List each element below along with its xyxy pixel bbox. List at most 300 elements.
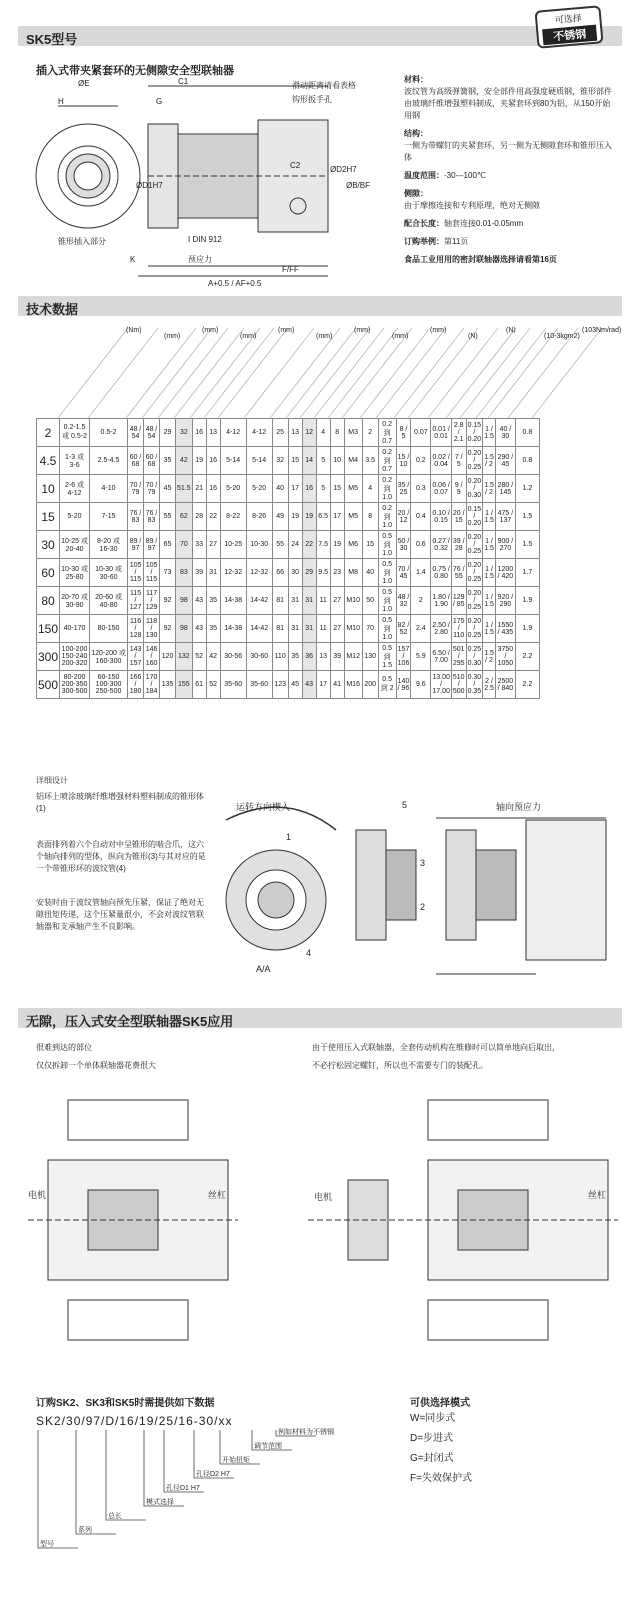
table-cell-t2: 8-20 或 16-30: [90, 531, 128, 559]
table-cell-ct: 39 / 28: [451, 531, 466, 559]
order-leader-label: 开始扭矩: [222, 1457, 250, 1464]
note-cone: 锥形插入部分: [58, 237, 106, 246]
table-cell-y1: 0.20 / 0.25: [466, 531, 483, 559]
table-cell-x2: 20 / 12: [396, 503, 411, 531]
table-cell-f: 19: [288, 503, 302, 531]
table-cell-c2: 16: [206, 447, 220, 475]
table-cell-g: 5: [316, 475, 330, 503]
table-cell-b: 35: [160, 447, 176, 475]
label-preload: 预应力: [188, 255, 212, 264]
label-od2: ØD2H7: [330, 165, 357, 174]
table-cell-d2: 14-42: [246, 615, 272, 643]
label-oe: ØE: [78, 79, 90, 88]
table-cell-y1: 0.20 / 0.25: [466, 615, 483, 643]
table-cell-af: 170 / 184: [144, 671, 160, 699]
motor-label-left: 电机: [28, 1190, 47, 1200]
table-cell-y4: 2.2: [515, 643, 539, 671]
table-cell-bf: 32: [176, 419, 193, 447]
table-cell-k: 70: [362, 615, 378, 643]
table-cell-t1: 80-200 200-350 300-500: [60, 671, 90, 699]
table-cell-b: 73: [160, 559, 176, 587]
note-backlash-body: 由于摩擦连接和专利原理，绝对无侧隙: [404, 201, 540, 210]
note-structure-head: 结构：: [404, 129, 428, 138]
application-bar: [18, 1008, 622, 1028]
table-cell-ff: 19: [302, 503, 316, 531]
table-cell-c1: 19: [192, 447, 206, 475]
table-cell-t1: 100-200 150-240 200-320: [60, 643, 90, 671]
header-diagonal-line: [408, 328, 478, 418]
table-cell-ff: 14: [302, 447, 316, 475]
screw-label-right: 丝杠: [588, 1190, 607, 1200]
table-cell-f: 13: [288, 419, 302, 447]
header-diagonal-line: [204, 328, 274, 418]
table-cell-t1: 10-25 或 20-40: [60, 531, 90, 559]
header-diagonal-line: [446, 328, 516, 418]
table-cell-c1: 33: [192, 531, 206, 559]
label-od1: ØD1H7: [136, 181, 163, 190]
table-cell-ct: 9 / 9: [451, 475, 466, 503]
table-cell-k: 4: [362, 475, 378, 503]
aa-label: A/A: [256, 964, 271, 974]
table-cell-d2: 5-20: [246, 475, 272, 503]
table-cell-t1: 1-3 或 3-6: [60, 447, 90, 475]
unit-label: (N): [506, 327, 516, 334]
unit-label: (10-3kgm2): [544, 333, 580, 340]
header-diagonal-line: [328, 328, 398, 418]
table-cell-ff: 31: [302, 615, 316, 643]
detail-drawing: [206, 790, 616, 990]
table-cell-x1: 0.5 到 1.0: [378, 559, 396, 587]
table-cell-af: 76 / 83: [144, 503, 160, 531]
table-cell-af: 118 / 130: [144, 615, 160, 643]
label-h: H: [58, 97, 64, 106]
table-cell-h: 8: [330, 419, 344, 447]
unit-label: (mm): [202, 327, 219, 334]
table-cell-x1: 0.2 到 1.0: [378, 503, 396, 531]
table-cell-f: 24: [288, 531, 302, 559]
table-cell-a: 60 / 68: [128, 447, 144, 475]
note-material-head: 材料：: [404, 75, 428, 84]
header-diagonal-line: [376, 328, 446, 418]
table-cell-b: 135: [160, 671, 176, 699]
header-diagonal-line: [88, 328, 158, 418]
table-cell-k: 8: [362, 503, 378, 531]
table-cell-x1: 0.5 到 2: [378, 671, 396, 699]
note-order: [404, 236, 614, 248]
table-cell-af: 60 / 68: [144, 447, 160, 475]
header-diagonal-line: [300, 328, 370, 418]
note-wrench: 钩形扳手孔: [292, 95, 332, 104]
table-cell-k: 40: [362, 559, 378, 587]
table-cell-t1: 20-70 或 30-90: [60, 587, 90, 615]
table-cell-y4: 1.5: [515, 531, 539, 559]
table-cell-y3: 3750 / 1050: [495, 643, 515, 671]
table-cell-y1: 0.20 / 0.30: [466, 475, 483, 503]
badge-bottom: 不锈钢: [542, 25, 597, 46]
table-cell-y4: 0.8: [515, 447, 539, 475]
table-cell-x1: 0.5 到 1.5: [378, 643, 396, 671]
header-diagonal-line: [142, 328, 212, 418]
table-cell-y3: 1200 / 420: [495, 559, 515, 587]
table-cell-b: 92: [160, 615, 176, 643]
table-cell-y3: 900 / 270: [495, 531, 515, 559]
table-cell-x2: 48 / 32: [396, 587, 411, 615]
table-cell-x3: 0.4: [411, 503, 431, 531]
screw-label-left: 丝杠: [208, 1190, 227, 1200]
table-cell-y3: 40 / 30: [495, 419, 515, 447]
order-leader-label: 系列: [78, 1527, 92, 1534]
callout-4: 4: [306, 948, 312, 958]
table-cell-bf: 42: [176, 447, 193, 475]
table-cell-x3: 2: [411, 587, 431, 615]
detail-p3: 安装时由于波纹管轴向预先压紧，保证了绝对无隙扭矩传递，这个压紧量很小，不会对波纹管联轴器和支承轴产生不良影响。: [36, 898, 204, 931]
table-cell-s: 4.5: [37, 447, 60, 475]
table-cell-y2: 1 / 1.5: [483, 587, 496, 615]
table-cell-y1: 0.20 / 0.25: [466, 559, 483, 587]
table-cell-c2: 35: [206, 587, 220, 615]
table-cell-x2: 82 / 52: [396, 615, 411, 643]
table-cell-y2: 1 / 1.5: [483, 531, 496, 559]
table-cell-d2: 4-12: [246, 419, 272, 447]
table-cell-k: 130: [362, 643, 378, 671]
table-cell-e: 25: [272, 419, 288, 447]
application-drawing: [28, 1100, 618, 1350]
table-cell-s: 2: [37, 419, 60, 447]
table-cell-ff: 36: [302, 643, 316, 671]
table-cell-af: 89 / 97: [144, 531, 160, 559]
table-cell-i: M4: [344, 447, 362, 475]
table-cell-k: 3.5: [362, 447, 378, 475]
table-cell-d1: 10-25: [220, 531, 246, 559]
table-cell-d2: 14-42: [246, 587, 272, 615]
table-row: [37, 503, 540, 531]
order-title: 订购SK2、SK3和SK5时需提供如下数据: [36, 1398, 215, 1409]
table-cell-i: M5: [344, 475, 362, 503]
table-cell-d1: 14-38: [220, 587, 246, 615]
table-cell-e: 110: [272, 643, 288, 671]
table-cell-c1: 43: [192, 615, 206, 643]
table-cell-c1: 28: [192, 503, 206, 531]
tech-data-bar: [18, 296, 622, 316]
table-cell-c1: 52: [192, 643, 206, 671]
table-cell-y2: 1.5 / 2: [483, 475, 496, 503]
table-cell-bf: 132: [176, 643, 193, 671]
table-cell-y4: 1.9: [515, 587, 539, 615]
table-cell-y3: 2500 / 840: [495, 671, 515, 699]
header-diagonal-line: [58, 328, 128, 418]
badge-top: 可选择: [554, 12, 583, 26]
table-cell-t2: 0.5-2: [90, 419, 128, 447]
table-cell-x2: 15 / 10: [396, 447, 411, 475]
header-diagonal-line: [476, 328, 546, 418]
order-leader-line: [164, 1430, 204, 1492]
table-cell-d2: 35-60: [246, 671, 272, 699]
table-cell-s: 80: [37, 587, 60, 615]
table-cell-j: 0.27 / 0.32: [431, 531, 452, 559]
motor-label-right: 电机: [314, 1192, 333, 1202]
table-cell-ct: 501 / 295: [451, 643, 466, 671]
table-cell-a: 70 / 79: [128, 475, 144, 503]
order-leader-label: 例如材料为不锈钢: [278, 1429, 334, 1436]
table-cell-y2: 1 / 1.5: [483, 559, 496, 587]
note-food: [404, 254, 614, 266]
header-diagonal-line: [532, 328, 602, 418]
mode-title: 可供选择模式: [410, 1398, 470, 1409]
header-diagonal-line: [342, 328, 412, 418]
table-cell-h: 39: [330, 643, 344, 671]
note-backlash-head: 侧隙：: [404, 189, 428, 198]
order-leader-label: 总长: [108, 1513, 122, 1520]
table-cell-s: 15: [37, 503, 60, 531]
table-cell-h: 10: [330, 447, 344, 475]
table-cell-x2: 8 / 5: [396, 419, 411, 447]
table-cell-g: 9.5: [316, 559, 330, 587]
app-right-1: 由于使用压入式联轴器，全套传动机构在维修时可以简单地向后取出，: [312, 1043, 560, 1052]
table-cell-bf: 51.5: [176, 475, 193, 503]
table-cell-h: 41: [330, 671, 344, 699]
detail-p2: 表面排列着六个自动对中呈锥形的啮合爪，这六个轴向排列的型体，纵向为锥形(3)与其对应的是一个带锥形环的波纹管(4): [36, 840, 206, 873]
header-diagonal-line: [508, 328, 578, 418]
table-cell-t2: 60-150 100-300 250-500: [90, 671, 128, 699]
table-cell-a: 48 / 54: [128, 419, 144, 447]
app-left-2: 仅仅拆卸一个单体联轴器花费很大: [36, 1061, 156, 1070]
note-temp-head: 温度范围：: [404, 171, 444, 180]
table-cell-s: 300: [37, 643, 60, 671]
table-cell-af: 105 / 115: [144, 559, 160, 587]
table-cell-h: 17: [330, 503, 344, 531]
order-leader-label: 孔径D1 H7: [166, 1485, 200, 1492]
callout-1: 1: [286, 832, 292, 842]
table-cell-c2: 52: [206, 671, 220, 699]
table-cell-c2: 22: [206, 503, 220, 531]
mode-f: F=失效保护式: [410, 1473, 472, 1484]
table-cell-f: 31: [288, 615, 302, 643]
table-cell-s: 500: [37, 671, 60, 699]
table-cell-d2: 8-26: [246, 503, 272, 531]
order-leader-line: [106, 1430, 146, 1520]
table-cell-d2: 12-32: [246, 559, 272, 587]
unit-label: (103Nm/rad): [582, 327, 622, 334]
header-diagonal-line: [270, 328, 340, 418]
table-cell-g: 11: [316, 615, 330, 643]
table-cell-i: M5: [344, 503, 362, 531]
table-cell-j: 13.00 / 17.00: [431, 671, 452, 699]
table-cell-ff: 29: [302, 559, 316, 587]
table-cell-i: M3: [344, 419, 362, 447]
rotation-label: 运转方向楔入: [236, 802, 291, 812]
order-leader-label: 型号: [40, 1541, 54, 1548]
table-cell-y4: 1.5: [515, 503, 539, 531]
table-cell-g: 6.5: [316, 503, 330, 531]
table-cell-af: 70 / 79: [144, 475, 160, 503]
table-cell-c2: 13: [206, 419, 220, 447]
table-diagonal-header: [36, 318, 622, 418]
table-cell-t1: 2-6 或 4-12: [60, 475, 90, 503]
table-cell-c1: 39: [192, 559, 206, 587]
table-cell-y4: 2.2: [515, 671, 539, 699]
note-order-head: 订购举例：: [404, 237, 444, 246]
table-cell-x2: 50 / 30: [396, 531, 411, 559]
table-cell-h: 27: [330, 587, 344, 615]
table-cell-i: M10: [344, 587, 362, 615]
table-cell-x3: 0.3: [411, 475, 431, 503]
detail-p1: 铝环上喷涂玻璃纤维增强材料塑料制成的锥形体(1): [36, 792, 204, 813]
note-structure-body: 一侧为带螺钉的夹紧套环，另一侧为无侧隙套环和锥形压入体: [404, 141, 612, 162]
table-cell-j: 6.50 / 7.00: [431, 643, 452, 671]
application-title: 无隙，压入式安全型联轴器SK5应用: [26, 1014, 234, 1029]
table-cell-e: 81: [272, 615, 288, 643]
table-cell-t2: 80-150: [90, 615, 128, 643]
table-cell-d2: 5-14: [246, 447, 272, 475]
table-cell-d1: 8-22: [220, 503, 246, 531]
note-order-body: 第11页: [444, 237, 469, 246]
order-code-leaders: [36, 1430, 356, 1570]
table-cell-a: 116 / 128: [128, 615, 144, 643]
order-leader-label: 调节范围: [254, 1443, 282, 1450]
table-cell-ct: 175 / 110: [451, 615, 466, 643]
table-cell-af: 146 / 160: [144, 643, 160, 671]
header-diagonal-line: [244, 328, 314, 418]
note-fit: [404, 218, 614, 230]
table-cell-af: 117 / 129: [144, 587, 160, 615]
table-cell-x3: 9.6: [411, 671, 431, 699]
table-cell-y1: 0.15 / 0.20: [466, 419, 483, 447]
header-diagonal-line: [286, 328, 356, 418]
table-cell-a: 89 / 97: [128, 531, 144, 559]
header-diagonal-line: [126, 328, 196, 418]
table-cell-x1: 0.5 到 1.0: [378, 615, 396, 643]
table-cell-y3: 290 / 45: [495, 447, 515, 475]
table-cell-e: 55: [272, 531, 288, 559]
note-fit-head: 配合长度：: [404, 219, 444, 228]
table-cell-a: 76 / 83: [128, 503, 144, 531]
table-cell-x3: 1.4: [411, 559, 431, 587]
table-cell-b: 120: [160, 643, 176, 671]
axial-label: 轴向预应力: [496, 802, 542, 812]
table-cell-y2: 1 / 1.5: [483, 615, 496, 643]
header-diagonal-line: [460, 328, 530, 418]
table-cell-x1: 0.2 到 1.0: [378, 475, 396, 503]
table-cell-j: 0.10 / 0.15: [431, 503, 452, 531]
table-cell-ct: 7 / 5: [451, 447, 466, 475]
table-cell-k: 15: [362, 531, 378, 559]
detail-text: [36, 775, 206, 933]
table-cell-b: 55: [160, 503, 176, 531]
app-right-2: 不必拧松固定螺钉，所以也不需要专门的装配孔。: [312, 1061, 488, 1070]
table-cell-d2: 10-30: [246, 531, 272, 559]
table-cell-c2: 27: [206, 531, 220, 559]
table-cell-bf: 70: [176, 531, 193, 559]
order-leader-line: [38, 1430, 78, 1548]
model-title: SK5型号: [26, 32, 78, 47]
table-cell-d1: 30-56: [220, 643, 246, 671]
label-ob: ØB/BF: [346, 181, 371, 190]
note-structure: [404, 128, 614, 164]
note-temp: [404, 170, 614, 182]
table-cell-h: 19: [330, 531, 344, 559]
tech-data-table: [36, 418, 540, 699]
table-cell-s: 150: [37, 615, 60, 643]
spec-notes: [404, 74, 614, 266]
table-cell-d1: 5-14: [220, 447, 246, 475]
table-cell-ff: 43: [302, 671, 316, 699]
table-cell-a: 166 / 180: [128, 671, 144, 699]
table-cell-y2: 1 / 1.5: [483, 503, 496, 531]
table-cell-e: 123: [272, 671, 288, 699]
table-cell-j: 1.80 / 1.90: [431, 587, 452, 615]
table-cell-bf: 98: [176, 587, 193, 615]
header-bar: [18, 26, 622, 46]
table-cell-x3: 0.6: [411, 531, 431, 559]
table-cell-c1: 21: [192, 475, 206, 503]
unit-label: (mm): [354, 327, 371, 334]
table-cell-bf: 155: [176, 671, 193, 699]
table-cell-b: 29: [160, 419, 176, 447]
order-leader-label: 模式选择: [146, 1499, 174, 1506]
table-cell-t2: 120-200 或 160-300: [90, 643, 128, 671]
table-cell-bf: 62: [176, 503, 193, 531]
table-cell-g: 7.5: [316, 531, 330, 559]
table-cell-d1: 12-32: [220, 559, 246, 587]
table-cell-y4: 0.8: [515, 419, 539, 447]
table-cell-e: 81: [272, 587, 288, 615]
table-cell-i: M10: [344, 615, 362, 643]
table-cell-e: 32: [272, 447, 288, 475]
table-cell-d1: 14-38: [220, 615, 246, 643]
table-cell-y1: 0.15 / 0.20: [466, 503, 483, 531]
table-cell-ct: 129 / 85: [451, 587, 466, 615]
table-cell-x2: 140 / 96: [396, 671, 411, 699]
table-cell-i: M8: [344, 559, 362, 587]
label-c1: C1: [178, 77, 189, 86]
table-cell-f: 17: [288, 475, 302, 503]
table-cell-b: 65: [160, 531, 176, 559]
table-cell-t2: 2.5-4.5: [90, 447, 128, 475]
header-diagonal-line: [428, 328, 498, 418]
mode-d: D=步进式: [410, 1433, 454, 1444]
table-cell-y1: 0.20 / 0.25: [466, 587, 483, 615]
header-diagonal-line: [174, 328, 244, 418]
table-cell-a: 105 / 115: [128, 559, 144, 587]
table-cell-x3: 5.9: [411, 643, 431, 671]
table-cell-y3: 475 / 137: [495, 503, 515, 531]
table-cell-f: 35: [288, 643, 302, 671]
table-cell-x3: 0.07: [411, 419, 431, 447]
table-cell-j: 2.50 / 2.80: [431, 615, 452, 643]
callout-5: 5: [402, 800, 408, 810]
callout-3: 3: [420, 858, 426, 868]
table-cell-f: 15: [288, 447, 302, 475]
table-cell-y2: 1.5 / 2: [483, 447, 496, 475]
table-cell-t2: 4-10: [90, 475, 128, 503]
table-row: [37, 615, 540, 643]
table-cell-y3: 280 / 145: [495, 475, 515, 503]
table-cell-c2: 42: [206, 643, 220, 671]
table-cell-s: 30: [37, 531, 60, 559]
stainless-badge: [534, 5, 603, 49]
table-cell-y2: 2 / 2.5: [483, 671, 496, 699]
table-cell-c2: 35: [206, 615, 220, 643]
order-code: SK2/30/97/D/16/19/25/16-30/xx: [36, 1414, 233, 1428]
table-cell-y1: 0.30 / 0.35: [466, 671, 483, 699]
unit-label: (mm): [392, 333, 409, 340]
table-cell-c1: 61: [192, 671, 206, 699]
table-cell-f: 30: [288, 559, 302, 587]
table-cell-y3: 1550 / 435: [495, 615, 515, 643]
header-diagonal-line: [360, 328, 430, 418]
table-cell-g: 11: [316, 587, 330, 615]
table-cell-d2: 30-60: [246, 643, 272, 671]
